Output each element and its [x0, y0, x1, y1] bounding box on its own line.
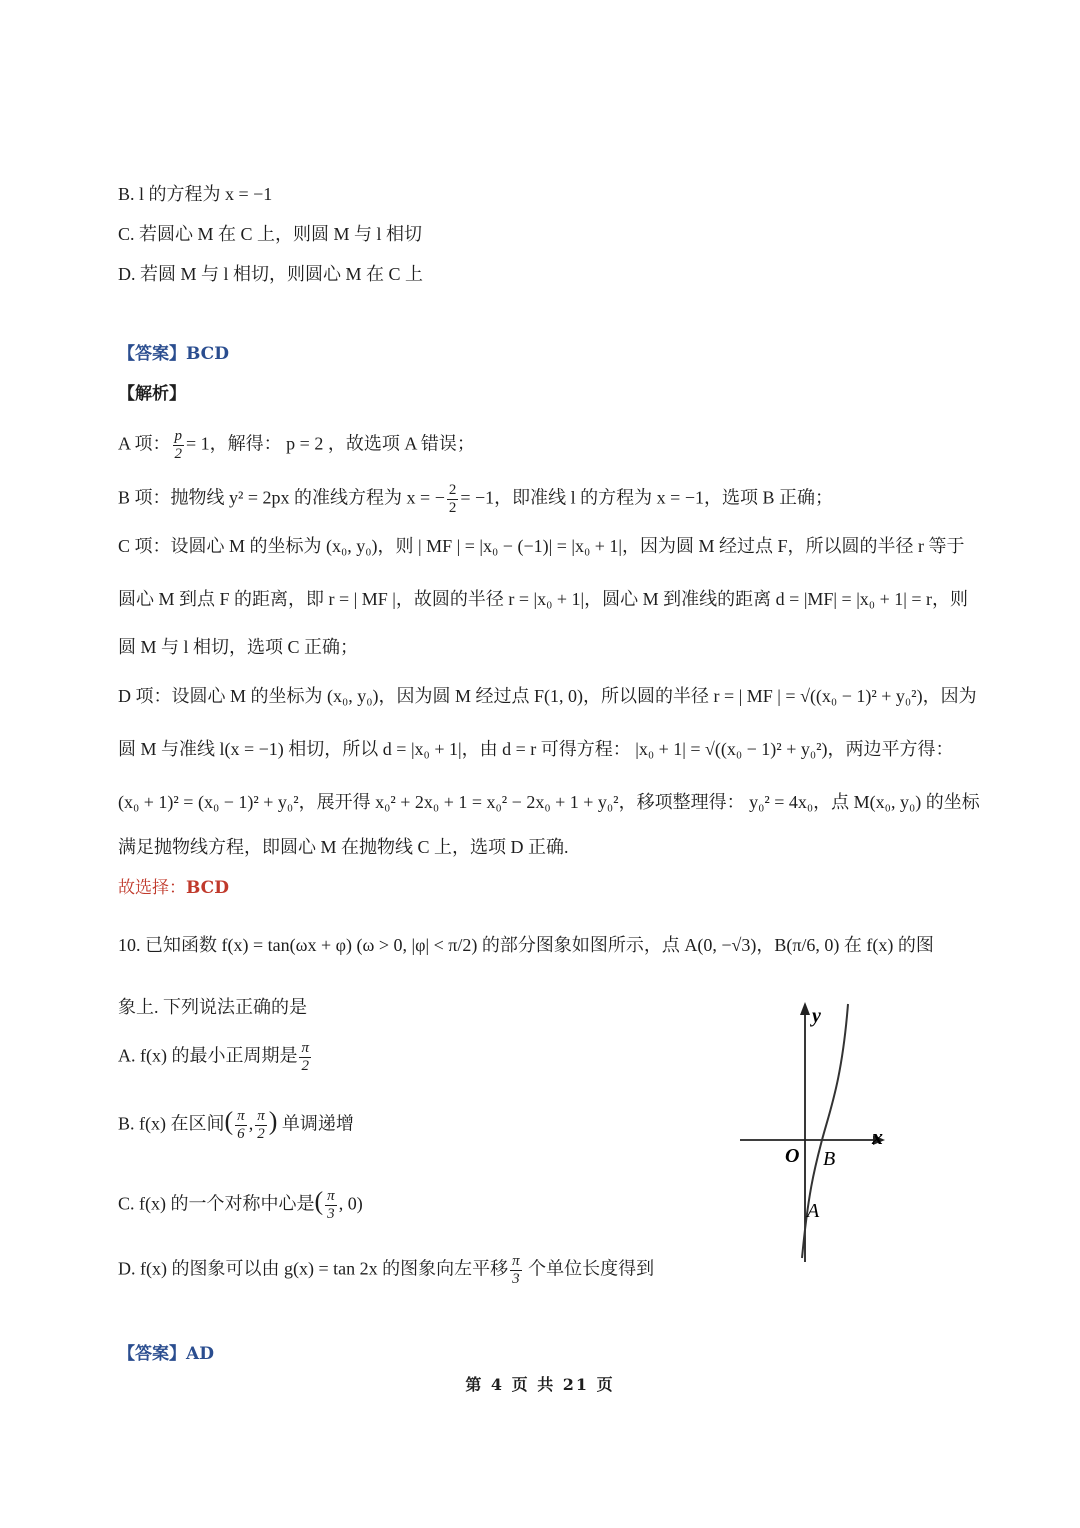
frac-den: 3: [327, 1206, 335, 1222]
analysis-b-rest: = −1，即准线 l 的方程为 x = −1，选项 B 正确；: [460, 487, 833, 508]
frac-den: 2: [448, 500, 457, 516]
analysis-c-1: C 项：设圆心 M 的坐标为 (x₀, y₀)，则 | MF | = |x₀ − (−1)| = |x₀ + 1|，因为圆 M 经过点 F，所以圆的半径 r 等于: [118, 536, 965, 556]
option-c-q9: C. 若圆心 M 在 C 上，则圆 M 与 l 相切: [118, 224, 423, 244]
y-axis-arrow: [800, 1002, 810, 1015]
point-b-label: B: [823, 1148, 836, 1170]
option-d-text: D. f(x) 的图象可以由 g(x) = tan 2x 的图象向左平移: [118, 1258, 509, 1279]
origin-label: O: [785, 1145, 800, 1167]
q10-option-b: [118, 1108, 354, 1143]
analysis-d-3: (x₀ + 1)² = (x₀ − 1)² + y₀²，展开得 x₀² + 2x₀ + 1 = x₀² − 2x₀ + 1 + y₀²，移项整理得： y₀² = 4x₀，点 M(x₀, y₀) 的坐标: [118, 792, 980, 812]
option-b-tail: 单调递增: [277, 1113, 354, 1134]
conclusion-label: 故选择：: [118, 878, 186, 898]
tan-graph: [730, 990, 900, 1270]
q10-stem-2: 象上. 下列说法正确的是: [118, 997, 307, 1017]
conclusion-value: BCD: [186, 878, 229, 898]
analysis-d-1: D 项：设圆心 M 的坐标为 (x₀, y₀)，因为圆 M 经过点 F(1, 0)，所以圆的半径 r = | MF | = √((x₀ − 1)² + y₀²)，因为: [118, 686, 977, 706]
paren-close: ): [268, 1106, 278, 1136]
option-d-q9: D. 若圆 M 与 l 相切，则圆心 M 在 C 上: [118, 264, 424, 284]
frac-den: 2: [301, 1058, 309, 1074]
analysis-a: [118, 428, 475, 463]
frac-den: 6: [237, 1126, 245, 1142]
frac-num: π: [512, 1253, 520, 1269]
page-footer: 第 4 页 共 21 页: [465, 1375, 615, 1394]
frac-den: 2: [174, 446, 183, 462]
option-b-fraction-1: [235, 1108, 247, 1143]
option-c-fraction: [325, 1188, 337, 1223]
analysis-c-2: 圆心 M 到点 F 的距离，即 r = | MF |，故圆的半径 r = |x₀ + 1|，圆心 M 到准线的距离 d = |MF| = |x₀ + 1| = r，则: [118, 589, 968, 609]
comma: ,: [248, 1113, 254, 1134]
option-b-fraction-2: [255, 1108, 267, 1143]
analysis-heading: 【解析】: [118, 384, 186, 404]
answer-tag: 【答案】: [118, 1344, 186, 1364]
x-axis-label: x: [872, 1124, 883, 1149]
option-a-fraction: [299, 1040, 311, 1075]
q10-option-a: [118, 1040, 313, 1075]
analysis-c-3: 圆 M 与 l 相切，选项 C 正确；: [118, 637, 359, 657]
option-c-text: C. f(x) 的一个对称中心是: [118, 1193, 315, 1214]
analysis-a-fraction: [173, 428, 185, 463]
option-d-fraction: [510, 1253, 522, 1288]
analysis-d-4: 满足抛物线方程，即圆心 M 在抛物线 C 上，选项 D 正确.: [118, 837, 569, 857]
analysis-b-fraction: [447, 482, 459, 517]
analysis-d-2: 圆 M 与准线 l(x = −1) 相切，所以 d = |x₀ + 1|，由 d = r 可得方程： |x₀ + 1| = √((x₀ − 1)² + y₀²)，两边平方得：: [118, 739, 954, 759]
conclusion-q9: [118, 876, 229, 900]
frac-num: π: [327, 1188, 335, 1204]
q10-option-c: [118, 1188, 363, 1223]
answer-q9: [118, 342, 229, 366]
frac-num: π: [237, 1108, 245, 1124]
frac-num: π: [257, 1108, 265, 1124]
answer-tag: 【答案】: [118, 344, 186, 364]
frac-num: 2: [448, 482, 457, 498]
analysis-b: [118, 482, 833, 517]
frac-num: p: [174, 428, 183, 444]
paren-open: (: [224, 1106, 234, 1136]
q10-option-d: [118, 1253, 654, 1288]
point-a-label: A: [807, 1200, 820, 1222]
option-b-text: B. f(x) 在区间: [118, 1113, 225, 1134]
answer-q10: [118, 1342, 214, 1366]
answer-value: BCD: [186, 344, 229, 364]
analysis-b-prefix: B 项：抛物线 y² = 2px 的准线方程为 x = −: [118, 487, 445, 508]
analysis-a-prefix: A 项：: [118, 433, 171, 454]
answer-value: AD: [186, 1344, 214, 1364]
option-c-tail: , 0): [338, 1193, 363, 1214]
analysis-a-rest: = 1，解得： p = 2 ，故选项 A 错误；: [186, 433, 475, 454]
frac-num: π: [301, 1040, 309, 1056]
frac-den: 2: [257, 1126, 265, 1142]
frac-den: 3: [512, 1271, 520, 1287]
option-b-q9: B. l 的方程为 x = −1: [118, 184, 273, 204]
q10-stem-1: 10. 已知函数 f(x) = tan(ωx + φ) (ω > 0, |φ| < π/2) 的部分图象如图所示，点 A(0, −√3)，B(π/6, 0) 在 f(x) 的图: [118, 935, 934, 955]
y-axis-label: y: [812, 1005, 821, 1027]
option-a-text: A. f(x) 的最小正周期是: [118, 1045, 298, 1066]
option-d-tail: 个单位长度得到: [523, 1258, 655, 1279]
paren-open: (: [314, 1186, 324, 1216]
